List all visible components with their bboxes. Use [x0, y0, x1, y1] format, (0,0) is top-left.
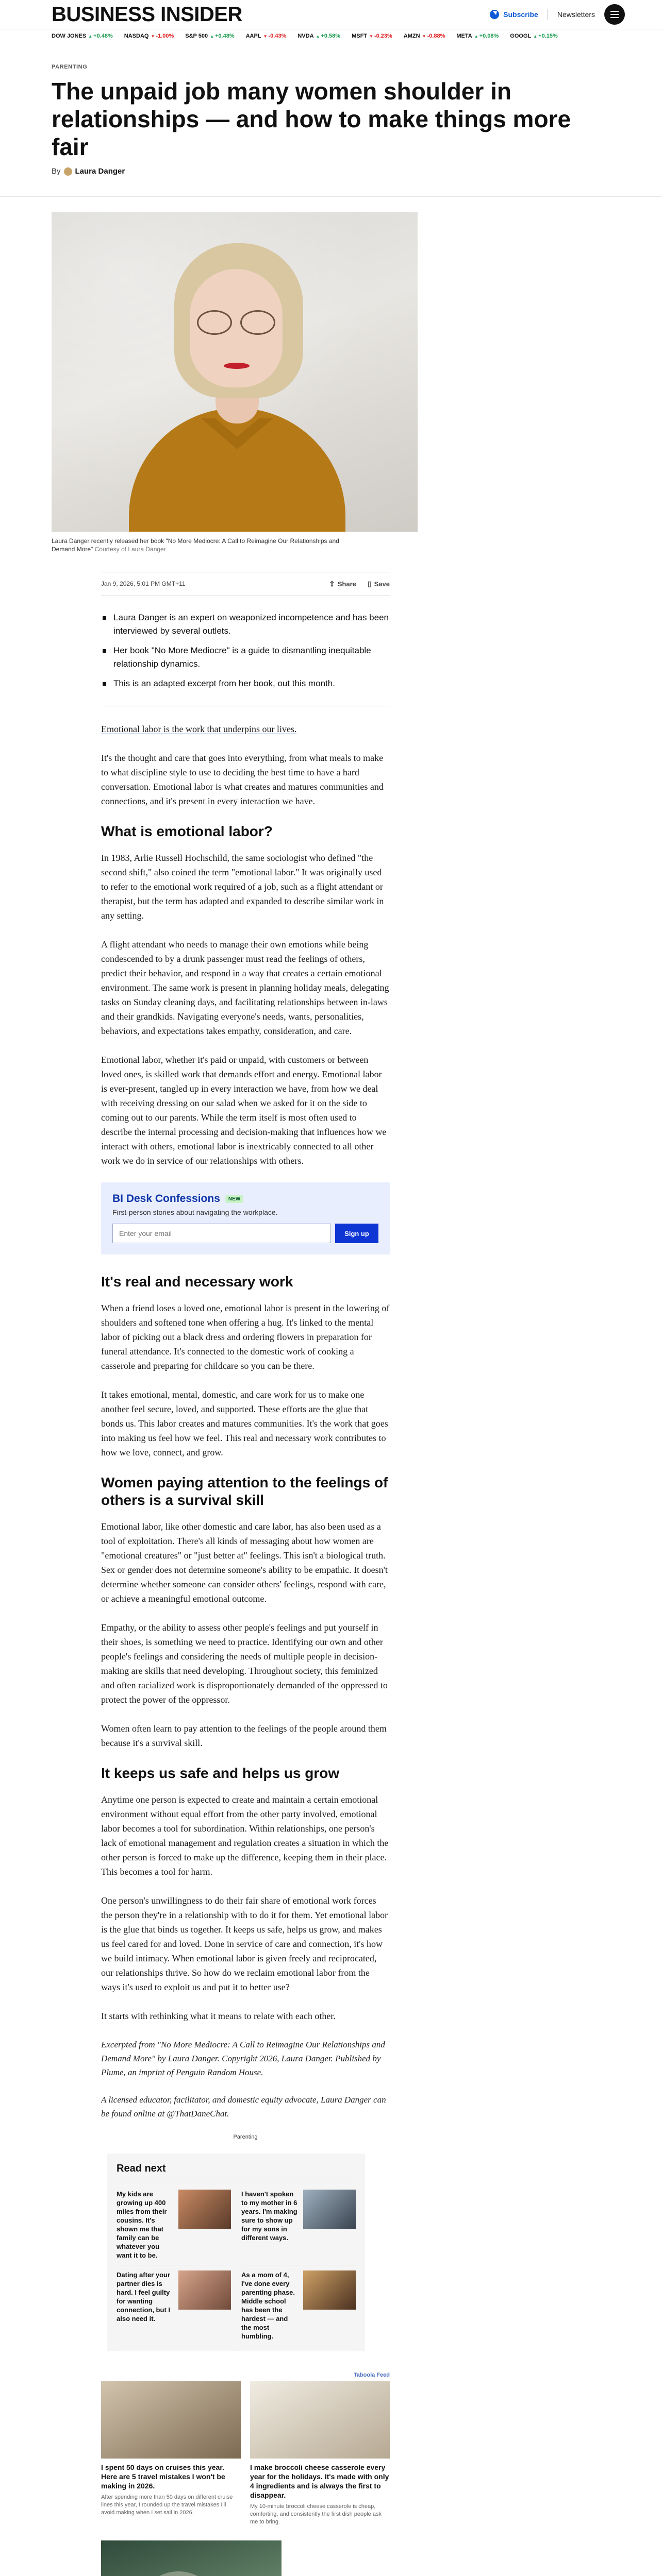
- ticker-change-value: +0.15%: [538, 33, 558, 39]
- photo-caption: [52, 537, 361, 553]
- intro-paragraph: [101, 722, 390, 736]
- body-paragraph: One person's unwillingness to do their fair share of emotional work forces the person they're in a relationship with to do it for them. Yet emotional labor is the glue that binds us together. It keeps us safe, helps us grow, and makes us feel cared for and loved. Done in service of care and connection, it's how we build intimacy. When emotional labor is given freely and reciprocated, our relationships thrive. So how do we reclaim emotional labor from the ways it's used to exploit us and put it to better use?: [101, 1895, 388, 1992]
- byline-prefix: By: [52, 167, 61, 176]
- ticker-item[interactable]: [246, 33, 287, 39]
- hamburger-icon: [610, 11, 619, 12]
- arrow-up-icon: ▲: [533, 34, 538, 39]
- lightning-icon: [490, 10, 499, 19]
- key-point: Her book "No More Mediocre" is a guide to dismantling inequitable relationship dynamics.: [101, 644, 390, 671]
- author-link[interactable]: Laura Danger: [75, 167, 125, 176]
- site-header: [0, 0, 662, 29]
- ticker-change: [474, 33, 499, 39]
- market-ticker: [0, 29, 662, 43]
- sponsored-feed: [101, 2372, 390, 2576]
- hamburger-icon-bar: [610, 14, 619, 15]
- header-actions: [490, 4, 625, 25]
- share-button[interactable]: [329, 580, 356, 588]
- body-paragraph: When a friend loses a loved one, emotional labor is present in the lowering of shoulders and softened tone when offering a hug. It's linked to the mental labor of picking out a black dress and ordering flowers in preparation for funeral attendance. It's connected to the domestic work of cooking a casserole and preparing for childcare so you can be there.: [101, 1303, 390, 1371]
- ticker-symbol: NVDA: [297, 33, 314, 39]
- sponsored-summary: After spending more than 50 days on different cruise lines this year, I rounded up the travel mistakes I'll avoid making when I set sail in 2026.: [101, 2494, 233, 2516]
- body-paragraph: In 1983, Arlie Russell Hochschild, the same sociologist who defined "the second shift," also coined the term "emotional labor." It was originally used to refer to the emotional work required of a job, such as a flight attendant or therapist, but the term has adapted and expanded to describe similar work in any setting.: [101, 853, 384, 921]
- menu-button[interactable]: [604, 4, 625, 25]
- caption-credit: Courtesy of Laura Danger: [94, 546, 166, 553]
- read-next-thumbnail: [178, 2270, 231, 2310]
- ticker-change: [151, 33, 174, 39]
- body-paragraph: A flight attendant who needs to manage their own emotions while being condescended to by a drunk passenger must read the feelings of others, predict their behavior, and respond in a way that creates a certain emotional environment. The same work is present in planning holiday meals, delegating tasks on Sunday cleaning days, and facilitating relationships between in-laws and their grandkids. Navigating everyone's needs, wants, personalities, behaviors, and expectations takes empathy, consideration, and care.: [101, 939, 389, 1036]
- author-avatar: [64, 167, 72, 176]
- publish-date: Jan 9, 2026, 5:01 PM GMT+11: [101, 580, 186, 587]
- read-next-title: Read next: [117, 2163, 356, 2179]
- read-next-headline: As a mom of 4, I've done every parenting phase. Middle school has been the hardest — and the most humbling.: [241, 2271, 295, 2340]
- sponsored-large-image[interactable]: [101, 2540, 282, 2576]
- section-heading: What is emotional labor?: [101, 823, 273, 839]
- read-next-thumbnail: [178, 2190, 231, 2229]
- read-next-grid: [117, 2184, 356, 2346]
- hero-section: [0, 43, 662, 197]
- arrow-down-icon: ▼: [369, 34, 373, 39]
- arrow-down-icon: ▼: [263, 34, 268, 39]
- intro-paragraph: It's the thought and care that goes into everything, from what meals to make to what discipline style to use to deciding the best time to have a hard conversation. Emotional labor is what creates and matures communities and connections, and it's present in every interaction we have.: [101, 753, 384, 806]
- body-paragraph: Emotional labor, like other domestic and care labor, has also been used as a tool of exploitation. There's all kinds of messaging about how women are "emotional creatures" or "just better at" feelings. This isn't a biological truth. Sex or gender does not determine someone's ability to be empathic. It doesn't determine whether someone can consider others' feelings, respond with care, or achieve a meaningful emotional outcome.: [101, 1521, 388, 1604]
- newsletters-link[interactable]: Newsletters: [557, 10, 595, 19]
- subscribe-label: Subscribe: [503, 10, 538, 19]
- ticker-change-value: +0.58%: [321, 33, 341, 39]
- ticker-change-value: -1.00%: [156, 33, 174, 39]
- sponsored-summary: My 10-minute broccoli cheese casserole is cheap, comforting, and consistently the first dish people ask me to bring.: [250, 2503, 382, 2525]
- newsletter-form: [112, 1224, 378, 1243]
- ticker-change-value: +0.48%: [93, 33, 113, 39]
- ticker-symbol: AAPL: [245, 33, 261, 39]
- arrow-up-icon: ▲: [316, 34, 320, 39]
- ticker-change: [210, 33, 235, 39]
- signup-button[interactable]: Sign up: [335, 1224, 378, 1243]
- sponsored-card[interactable]: [101, 2381, 241, 2526]
- email-field[interactable]: [112, 1224, 331, 1243]
- ticker-change: [316, 33, 341, 39]
- read-next-thumbnail: [303, 2270, 356, 2310]
- ticker-item[interactable]: [297, 33, 340, 39]
- arrow-down-icon: ▼: [422, 34, 426, 39]
- ticker-change-value: +0.48%: [214, 33, 235, 39]
- excerpt-note: Excerpted from "No More Mediocre: A Call to Reimagine Our Relationships and Demand More" by Laura Danger. Copyright 2026, Laura Danger. Published by Plume, an imprint of Penguin Random House.: [101, 2040, 385, 2077]
- ticker-change: [88, 33, 113, 39]
- sponsored-grid: [101, 2381, 390, 2526]
- key-point: This is an adapted excerpt from her book, out this month.: [101, 677, 390, 690]
- share-label: Share: [337, 580, 356, 588]
- section-heading: It's real and necessary work: [101, 1274, 293, 1290]
- newsletter-name: BI Desk Confessions: [112, 1193, 220, 1205]
- ticker-item[interactable]: [52, 33, 113, 39]
- ticker-change-value: -0.88%: [427, 33, 445, 39]
- ticker-symbol: DOW JONES: [52, 33, 87, 39]
- ticker-change: [533, 33, 558, 39]
- section-tag-link[interactable]: Parenting: [233, 2134, 258, 2140]
- bookmark-icon: ▯: [367, 579, 372, 588]
- read-next-item[interactable]: [241, 2265, 356, 2346]
- share-icon: ⇪: [329, 579, 335, 588]
- ticker-change: [263, 33, 287, 39]
- body-paragraph: Emotional labor, whether it's paid or unpaid, with customers or between loved ones, is skilled work that demands effort and energy. Emotional labor is ever-present, tangled up in every interaction we have, from how we deal with receiving dressing on our salad when we asked for it on the side to coming out to our parents. While the term itself is most often used to describe the internal processing and decision-making that influences how we interact with others, emotional labor is inextricably connected to all other work we do in service of our relationships with others.: [101, 1055, 387, 1166]
- body-paragraph: Anytime one person is expected to create and maintain a certain emotional environment without equal effort from the other party involved, emotional labor becomes a tool for subordination. Within relationships, one person's lack of emotional management and regulation creates a situation in which the other person is forced to make up the difference, keeping them in their place. This becomes a tool for harm.: [101, 1794, 389, 1877]
- arrow-up-icon: ▲: [474, 34, 478, 39]
- sponsored-thumbnail: [250, 2381, 390, 2459]
- ticker-change-value: -0.23%: [374, 33, 392, 39]
- body-paragraph: Women often learn to pay attention to the feelings of the people around them because it's a survival skill.: [101, 1723, 387, 1748]
- ticker-symbol: META: [456, 33, 472, 39]
- lead-figure: [52, 212, 418, 553]
- read-next: [107, 2154, 365, 2351]
- ticker-item[interactable]: [352, 33, 392, 39]
- arrow-up-icon: ▲: [210, 34, 214, 39]
- ticker-symbol: AMZN: [403, 33, 420, 39]
- ticker-item[interactable]: [456, 33, 499, 39]
- photo-lips: [224, 363, 250, 369]
- ticker-change: [369, 33, 392, 39]
- body-paragraph: It takes emotional, mental, domestic, and care work for us to make one another feel secure, loved, and supported. These efforts are the glue that bonds us. This labor creates and matures communities. It's the work that goes into making us feel how we feel. This real and necessary work contributes to how we love, connect, and grow.: [101, 1389, 388, 1458]
- page-title: The unpaid job many women shoulder in relationships — and how to make things more fair: [52, 78, 571, 160]
- key-points: [101, 611, 390, 690]
- section-heading: Women paying attention to the feelings of others is a survival skill: [101, 1475, 388, 1508]
- ticker-symbol: NASDAQ: [124, 33, 149, 39]
- lead-photo: [52, 212, 418, 532]
- read-next-headline: I haven't spoken to my mother in 6 years. I'm making sure to show up for my sons in different ways.: [241, 2190, 297, 2242]
- ticker-item[interactable]: [185, 33, 234, 39]
- read-next-headline: My kids are growing up 400 miles from their cousins. It's shown me that family can be whatever you want it to be.: [117, 2190, 167, 2259]
- newsletter-signup: [101, 1182, 390, 1255]
- newsletter-description: First-person stories about navigating the workplace.: [112, 1208, 278, 1216]
- sponsored-label[interactable]: Taboola Feed: [353, 2372, 390, 2378]
- byline: [52, 167, 610, 176]
- article-actions: [329, 580, 390, 588]
- sponsored-thumbnail: [101, 2381, 241, 2459]
- body-paragraph: Empathy, or the ability to assess other people's feelings and put yourself in their shoes, is something we need to practice. Identifying our own and other people's feelings and considering the needs of multiple people in decision-making are skills that need developing. Throughout society, this feminized and often racialized work is disproportionately demanded of the oppressed to protect the power of the oppressor.: [101, 1622, 388, 1705]
- category-label[interactable]: PARENTING: [52, 64, 88, 70]
- save-button[interactable]: [368, 580, 390, 588]
- arrow-down-icon: ▼: [151, 34, 155, 39]
- inline-link[interactable]: Emotional labor is the work that underpins our lives.: [101, 724, 297, 734]
- ticker-symbol: GOOGL: [510, 33, 532, 39]
- article-body: [101, 572, 390, 2140]
- new-badge: NEW: [225, 1195, 243, 1203]
- ticker-item[interactable]: [124, 33, 174, 39]
- read-next-item[interactable]: [117, 2265, 231, 2346]
- ticker-symbol: S&P 500: [185, 33, 208, 39]
- read-next-item[interactable]: [117, 2184, 231, 2265]
- hamburger-icon-bar: [610, 17, 619, 18]
- ticker-item[interactable]: [404, 33, 445, 39]
- read-next-item[interactable]: [241, 2184, 356, 2265]
- sponsored-headline: I spent 50 days on cruises this year. Here are 5 travel mistakes I won't be making in 2026.: [101, 2463, 225, 2490]
- read-next-thumbnail: [303, 2190, 356, 2229]
- subscribe-link[interactable]: [490, 10, 538, 19]
- ticker-change: [422, 33, 445, 39]
- sponsored-headline: I make broccoli cheese casserole every year for the holidays. It's made with only 4 ingredients and is always the first to disappear.: [250, 2463, 389, 2499]
- newsletter-title: [112, 1193, 378, 1205]
- save-label: Save: [374, 580, 390, 588]
- ticker-symbol: MSFT: [352, 33, 368, 39]
- key-point: Laura Danger is an expert on weaponized incompetence and has been interviewed by several outlets.: [101, 611, 390, 638]
- section-heading: It keeps us safe and helps us grow: [101, 1765, 340, 1781]
- caption-text: Laura Danger recently released her book "No More Mediocre: A Call to Reimagine Our Relationships and Demand More": [52, 537, 339, 553]
- read-next-headline: Dating after your partner dies is hard. I feel guilty for wanting connection, but I also need it.: [117, 2271, 171, 2323]
- photo-glasses: [197, 310, 275, 334]
- site-logo[interactable]: BUSINESS INSIDER: [52, 3, 242, 26]
- ticker-item[interactable]: [510, 33, 558, 39]
- arrow-up-icon: ▲: [88, 34, 93, 39]
- article-meta: [101, 572, 390, 596]
- sponsored-card[interactable]: [250, 2381, 390, 2526]
- body-paragraph: It starts with rethinking what it means to relate with each other.: [101, 2011, 336, 2021]
- ticker-change-value: -0.43%: [268, 33, 287, 39]
- author-bio: A licensed educator, facilitator, and domestic equity advocate, Laura Danger can be found online at @ThatDaneChat.: [101, 2095, 386, 2119]
- ticker-change-value: +0.08%: [479, 33, 499, 39]
